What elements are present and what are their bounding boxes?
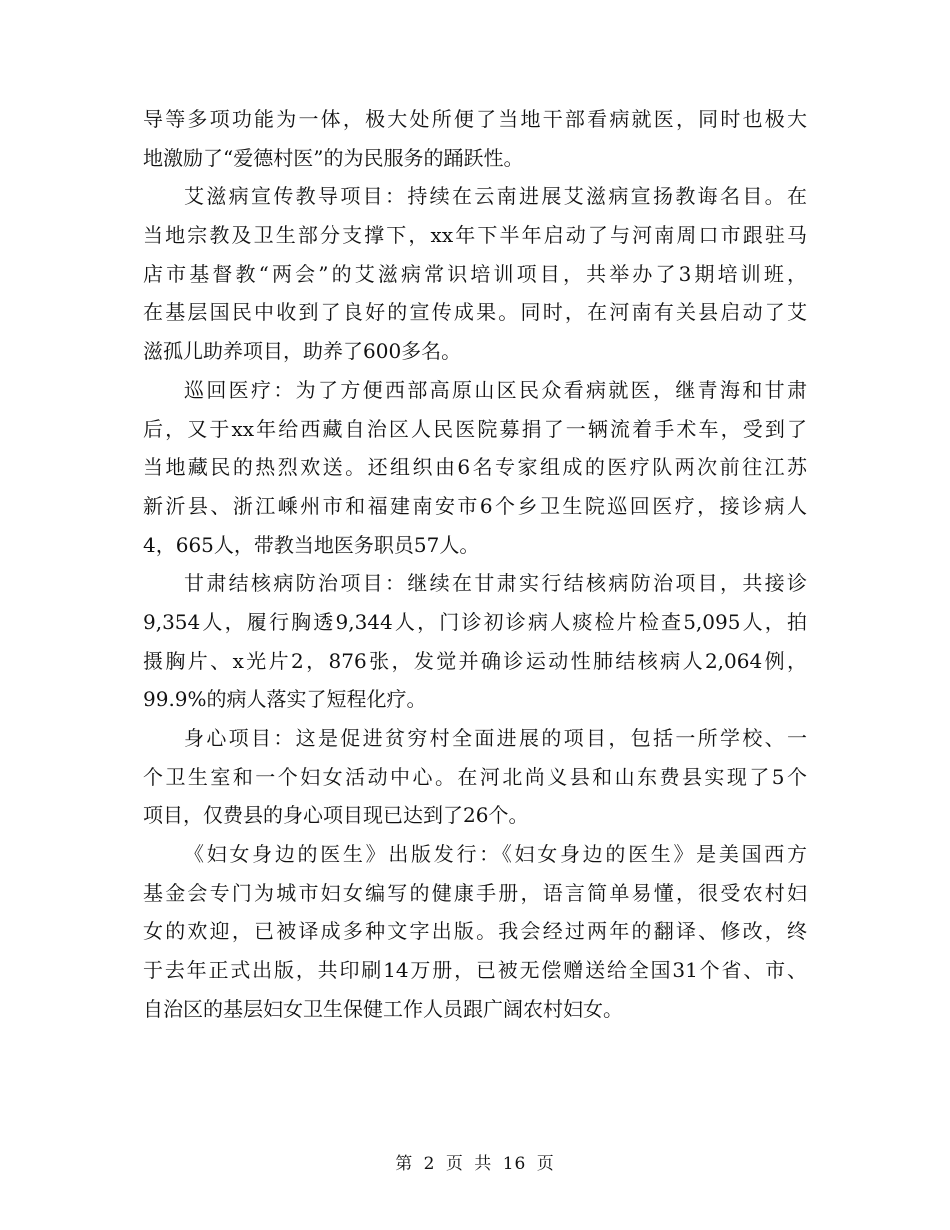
document-body [143, 100, 807, 1029]
text-line: 女的欢迎，已被译成多种文字出版。我会经过两年的翻译、修改，终 [143, 919, 807, 944]
page-number-footer: 第 2 页 共 16 页 [395, 1154, 555, 1174]
text-line: 《妇女身边的医生》出版发行：《妇女身边的医生》是美国西方 [184, 842, 807, 867]
text-line: 个卫生室和一个妇女活动中心。在河北尚义县和山东费县实现了5个 [143, 764, 807, 789]
text-line: 地激励了“爱德村医”的为民服务的踊跃性。 [143, 145, 524, 170]
text-line: 基金会专门为城市妇女编写的健康手册，语言简单易懂，很受农村妇 [143, 880, 807, 905]
text-line: 4，665人，带教当地医务职员57人。 [143, 532, 480, 557]
text-line: 身心项目：这是促进贫穷村全面进展的项目，包括一所学校、一 [184, 726, 807, 750]
text-line: 当地宗教及卫生部分支撑下，xx年下半年启动了与河南周口市跟驻马 [143, 223, 807, 248]
text-line: 9,354人，履行胸透9,344人，门诊初诊病人痰检片检查5,095人，拍 [143, 609, 807, 634]
text-line: 项目，仅费县的身心项目现已达到了26个。 [143, 803, 529, 828]
text-line: 新沂县、浙江嵊州市和福建南安市6个乡卫生院巡回医疗，接诊病人 [143, 493, 807, 518]
text-line: 后，又于xx年给西藏自治区人民医院募捐了一辆流着手术车，受到了 [143, 416, 807, 441]
text-line: 店市基督教“两会”的艾滋病常识培训项目，共举办了3期培训班， [143, 261, 807, 286]
text-line: 在基层国民中收到了良好的宣传成果。同时，在河南有关县启动了艾 [143, 300, 807, 325]
text-line: 自治区的基层妇女卫生保健工作人员跟广阔农村妇女。 [143, 996, 623, 1021]
text-line: 于去年正式出版，共印刷14万册，已被无偿赠送给全国31个省、市、 [143, 958, 807, 983]
text-line: 巡回医疗：为了方便西部高原山区民众看病就医，继青海和甘肃 [184, 377, 807, 402]
text-line: 当地藏民的热烈欢送。还组织由6名专家组成的医疗队两次前往江苏 [143, 455, 807, 480]
text-line: 摄胸片、x光片2，876张，发觉并确诊运动性肺结核病人2,064例， [143, 648, 807, 673]
text-line: 甘肃结核病防治项目：继续在甘肃实行结核病防治项目，共接诊 [184, 571, 807, 596]
text-line: 艾滋病宣传教导项目：持续在云南进展艾滋病宣扬教诲名目。在 [184, 184, 807, 209]
text-line: 导等多项功能为一体，极大处所便了当地干部看病就医，同时也极大 [143, 107, 807, 131]
text-line: 滋孤儿助养项目，助养了600多名。 [143, 339, 462, 364]
text-line: 99.9%的病人落实了短程化疗。 [143, 687, 427, 712]
